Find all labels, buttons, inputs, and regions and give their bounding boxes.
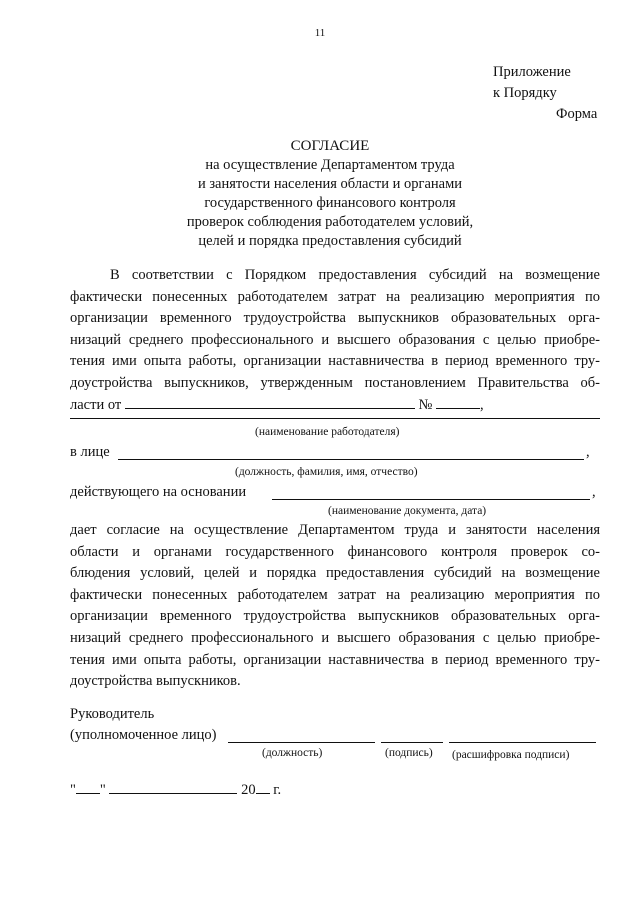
paragraph-line: тения ими опыта работы, организации наставничества в период временного тру- [70,353,600,370]
basis-caption: (наименование документа, дата) [328,505,487,517]
resolution-date-field[interactable] [125,396,415,409]
paragraph-line: организации временного трудоустройства выпускников образовательных орга- [70,608,600,625]
title-line: целей и порядка предоставления субсидий [198,233,462,249]
punctuation: , [592,484,596,500]
signature-decoding-field[interactable] [449,742,596,743]
day-field[interactable] [76,781,100,794]
resolution-number-field[interactable] [436,396,480,409]
date-prefix: ласти от [70,396,122,413]
title-line: на осуществление Департаментом труда [205,157,455,173]
paragraph-line: дает согласие на осуществление Департаментом труда и занятости населения [70,522,600,538]
month-field[interactable] [109,781,237,794]
paragraph-consent [70,520,600,693]
position-field[interactable] [228,742,375,743]
head-label: Руководитель [70,706,155,722]
paragraph-line: В соответствии с Порядком предоставления субсидий на возмещение [110,267,600,283]
year-prefix: 20 [241,782,256,798]
paragraph-line: доустройства выпускников. [70,673,241,690]
paragraph-line: фактически понесенных работодателем затрат на реализацию мероприятия по [70,288,600,305]
paragraph-line: низаций среднего профессионального и высшего образования с целью приобре- [70,331,600,348]
date-line [70,781,281,799]
year-field[interactable] [256,781,270,794]
title-line: государственного финансового контроля [204,195,456,211]
position-caption: (должность) [262,747,323,759]
paragraph-line: фактически понесенных работодателем затрат на реализацию мероприятия по [70,586,600,603]
representative-field[interactable] [118,459,584,460]
employer-name-field[interactable] [70,418,600,419]
title-line: и занятости населения области и органами [197,176,463,192]
signature-field[interactable] [381,742,443,743]
representative-caption: (должность, фамилия, имя, отчество) [235,466,418,478]
year-suffix: г. [273,782,282,798]
punctuation: , [586,444,590,460]
in-person-label: в лице [70,444,110,460]
employer-caption: (наименование работодателя) [255,426,400,438]
paragraph-line: области и органами государственного финансового контроля проверок со- [70,543,600,560]
title-line: проверок соблюдения работодателем условий, [186,214,474,230]
title-heading: СОГЛАСИЕ [290,138,370,154]
page-number: 11 [314,27,326,39]
appendix-label: Приложение [493,64,571,80]
paragraph-line: организации временного трудоустройства выпускников образовательных орга- [70,310,600,327]
basis-document-field[interactable] [272,499,590,500]
paragraph-line: низаций среднего профессионального и высшего образования с целью приобре- [70,629,600,646]
paragraph-consent-basis [70,265,600,416]
appendix-reference: к Порядку [493,85,557,101]
paragraph-line: блюдения условий, целей и порядка предоставления субсидий на возмещение [70,565,600,582]
paragraph-line: тения ими опыта работы, организации наставничества в период временного тру- [70,651,600,668]
form-label: Форма [556,106,598,122]
number-sign: № [418,396,433,413]
basis-label: действующего на основании [70,484,247,500]
paragraph-last-line [70,395,600,417]
quote: " [99,782,106,798]
signature-caption: (подпись) [385,747,433,759]
authorized-person-label: (уполномоченное лицо) [70,727,217,743]
punctuation: , [479,396,484,413]
decoding-caption: (расшифровка подписи) [452,749,570,761]
quote: " [70,782,76,798]
paragraph-line: доустройства выпускников, утвержденным постановлением Правительства об- [70,374,600,391]
